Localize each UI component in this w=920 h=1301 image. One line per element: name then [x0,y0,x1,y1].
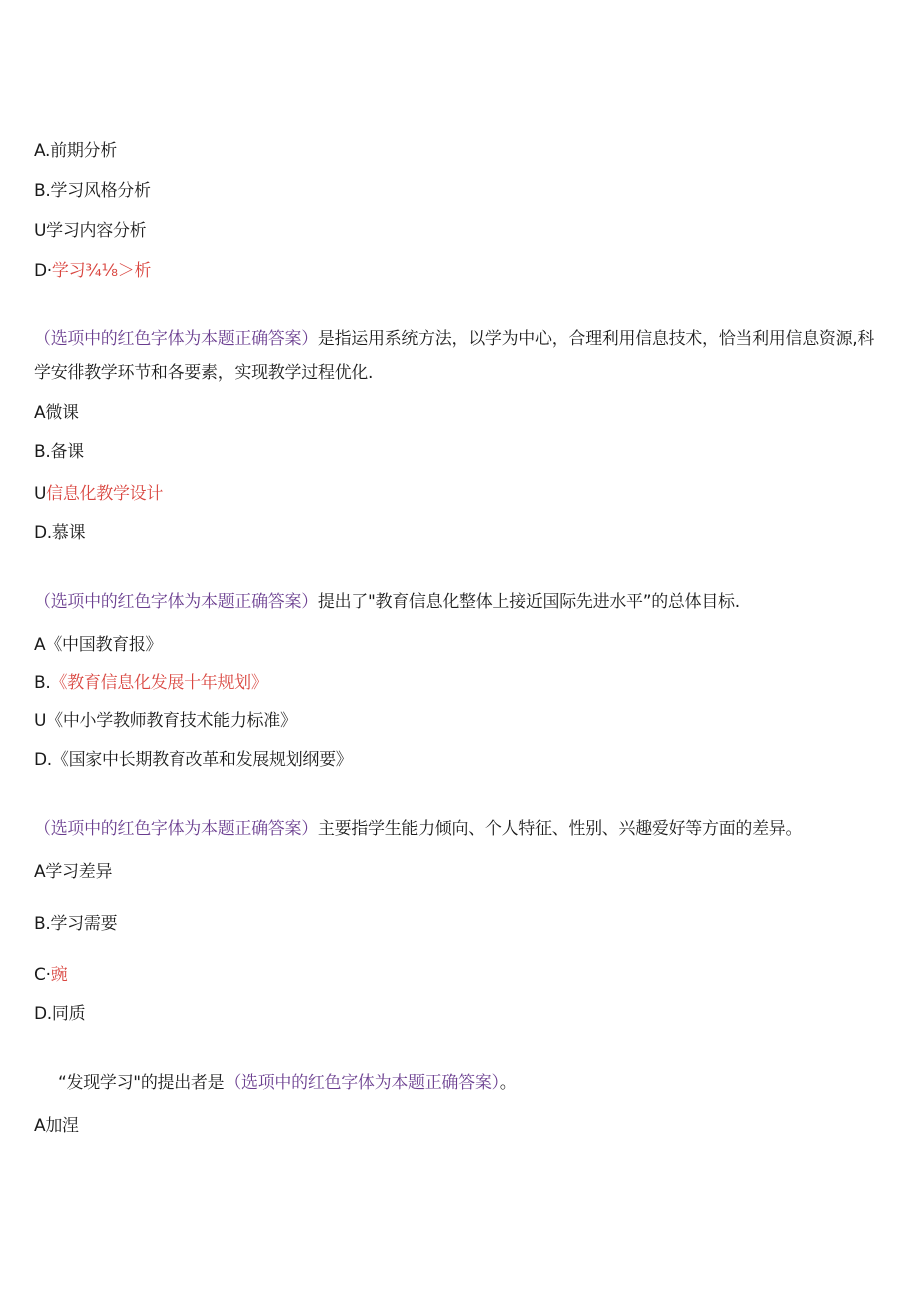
option-text: 学习差异 [45,862,113,882]
option-c [34,710,297,732]
option-prefix: U [34,711,47,731]
option-d [34,749,353,771]
option-text: 同质 [51,1004,86,1024]
option-a [34,140,117,162]
option-b [34,180,151,202]
option-text: 加涅 [45,1116,79,1136]
option-prefix: C· [34,965,51,985]
question-text: 提出了"教育信息化整体上接近国际先进水平”的总体目标. [317,592,740,612]
option-d [34,522,85,544]
correct-answer-text: 豌 [50,965,68,985]
option-prefix: D. [34,750,52,770]
option-c-correct [34,964,67,986]
question-text: 是指运用系统方法，以学为中心，合理利用信息技术，恰当利用信息资源,科学安徘教学环节和各要素，实现教学过程优化. [34,329,875,383]
option-prefix: B. [34,914,51,934]
question-text-end: 。 [499,1073,517,1093]
option-text: 学习需要 [50,914,118,934]
option-prefix: D. [34,1004,52,1024]
option-prefix: D· [34,261,52,281]
option-text: 学习内容分析 [46,221,147,241]
question-stem [34,322,884,390]
answer-hint: （选项中的红色字体为本题正确答案） [34,592,318,612]
option-prefix: U [34,221,47,241]
option-c-correct [34,483,163,505]
option-b [34,913,117,935]
option-text: 慕课 [51,523,86,543]
option-prefix: A. [34,141,51,161]
option-prefix: A [34,403,46,423]
option-prefix: B. [34,673,51,693]
question-stem [58,1072,516,1094]
option-text: 《国家中长期教育改革和发展规划纲要》 [51,750,353,770]
option-a [34,634,162,656]
question-text: 主要指学生能力倾向、个人特征、性别、兴趣爱好等方面的差异。 [317,819,803,839]
answer-hint: （选项中的红色字体为本题正确答案） [34,819,318,839]
option-text: 微课 [45,403,79,423]
option-c [34,220,146,242]
option-text: 备课 [50,442,84,462]
option-prefix: A [34,635,46,655]
correct-answer-text: 学习¾⅛＞析 [51,261,152,281]
option-prefix: D. [34,523,52,543]
option-a [34,402,79,424]
option-text: 《中国教育报》 [45,635,163,655]
option-d [34,1003,85,1025]
option-text: 学习风格分析 [50,181,151,201]
question-text: “发现学习"的提出者是 [58,1073,225,1093]
option-prefix: B. [34,181,51,201]
answer-hint: （选项中的红色字体为本题正确答案） [34,329,318,349]
option-b [34,441,84,463]
question-stem [34,591,740,613]
question-stem [34,818,802,840]
option-text: 前期分析 [50,141,117,161]
option-b-correct [34,672,268,694]
answer-hint: （选项中的红色字体为本题正确答案） [224,1073,500,1093]
option-prefix: A [34,862,46,882]
option-a [34,861,112,883]
option-d-correct [34,260,151,282]
option-text: 《中小学教师教育技术能力标准》 [46,711,297,731]
correct-answer-text: 《教育信息化发展十年规划》 [50,673,268,693]
option-a [34,1115,79,1137]
option-prefix: B. [34,442,51,462]
correct-answer-text: 信息化教学设计 [46,484,164,504]
option-prefix: U [34,484,47,504]
option-prefix: A [34,1116,46,1136]
